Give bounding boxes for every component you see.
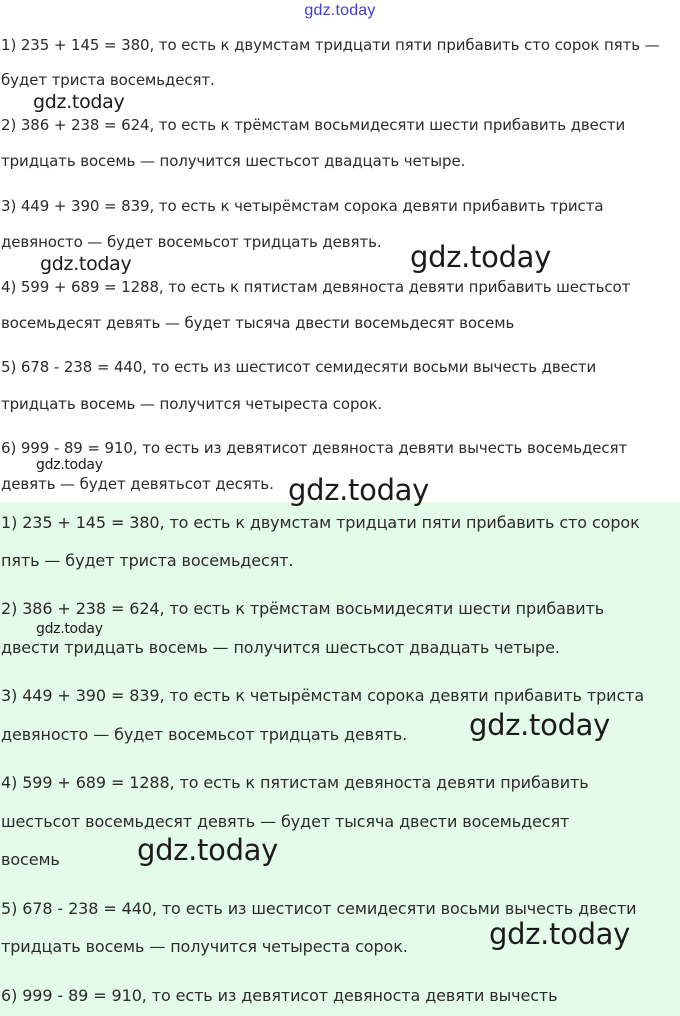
solution-line: 4) 599 + 689 = 1288, то есть к пятистам девяноста девяти прибавить	[1, 773, 589, 792]
solution-line: 3) 449 + 390 = 839, то есть к четырёмстам сорока девяти прибавить триста	[1, 686, 645, 705]
watermark-text: gdz.today	[410, 240, 552, 274]
solution-line: девяносто — будет восемьсот тридцать девять.	[1, 233, 382, 251]
solution-line: будет триста восемьдесят.	[1, 71, 215, 89]
solution-section-plain	[0, 0, 680, 502]
solution-line: 3) 449 + 390 = 839, то есть к четырёмстам сорока девяти прибавить триста	[1, 197, 604, 215]
solution-line: девяносто — будет восемьсот тридцать девять.	[1, 725, 408, 744]
solution-line: 1) 235 + 145 = 380, то есть к двумстам тридцати пяти прибавить сто сорок пять —	[1, 36, 660, 54]
solution-line: 6) 999 - 89 = 910, то есть из девятисот девяноста девяти вычесть восемьдесят	[1, 439, 628, 457]
watermark-text: gdz.today	[489, 917, 631, 951]
solution-line: 2) 386 + 238 = 624, то есть к трёмстам восьмидесяти шести прибавить	[1, 599, 605, 618]
watermark-text: gdz.today	[40, 253, 132, 275]
solution-line: девять — будет девятьсот десять.	[1, 475, 274, 493]
solution-line: шестьсот восемьдесят девять — будет тысяча двести восемьдесят	[1, 812, 570, 831]
watermark-text: gdz.today	[288, 473, 430, 507]
solution-line: 5) 678 - 238 = 440, то есть из шестисот семидесяти восьми вычесть двести	[1, 899, 637, 918]
solution-line: 4) 599 + 689 = 1288, то есть к пятистам девяноста девяти прибавить шестьсот	[1, 278, 631, 296]
solution-line: 6) 999 - 89 = 910, то есть из девятисот девяноста девяти вычесть	[1, 986, 558, 1005]
watermark-text: gdz.today	[137, 833, 279, 867]
watermark-text: gdz.today	[33, 91, 125, 113]
solution-line: тридцать восемь — получится четыреста сорок.	[1, 937, 408, 956]
watermark-text: gdz.today	[469, 708, 611, 742]
watermark-text: gdz.today	[36, 621, 103, 637]
solution-line: 2) 386 + 238 = 624, то есть к трёмстам восьмидесяти шести прибавить двести	[1, 116, 626, 134]
site-watermark-header: gdz.today	[304, 2, 376, 19]
solution-line: тридцать восемь — получится шестьсот двадцать четыре.	[1, 152, 466, 170]
solution-line: восемьдесят девять — будет тысяча двести восемьдесят восемь	[1, 314, 515, 332]
solution-line: 1) 235 + 145 = 380, то есть к двумстам тридцати пяти прибавить сто сорок	[1, 513, 640, 532]
solution-line: двести тридцать восемь — получится шестьсот двадцать четыре.	[1, 638, 560, 657]
solution-line: 5) 678 - 238 = 440, то есть из шестисот семидесяти восьми вычесть двести	[1, 358, 597, 376]
watermark-text: gdz.today	[36, 457, 103, 473]
solution-line: тридцать восемь — получится четыреста сорок.	[1, 395, 383, 413]
solution-line: пять — будет триста восемьдесят.	[1, 551, 294, 570]
solution-line: восемь	[1, 850, 60, 869]
